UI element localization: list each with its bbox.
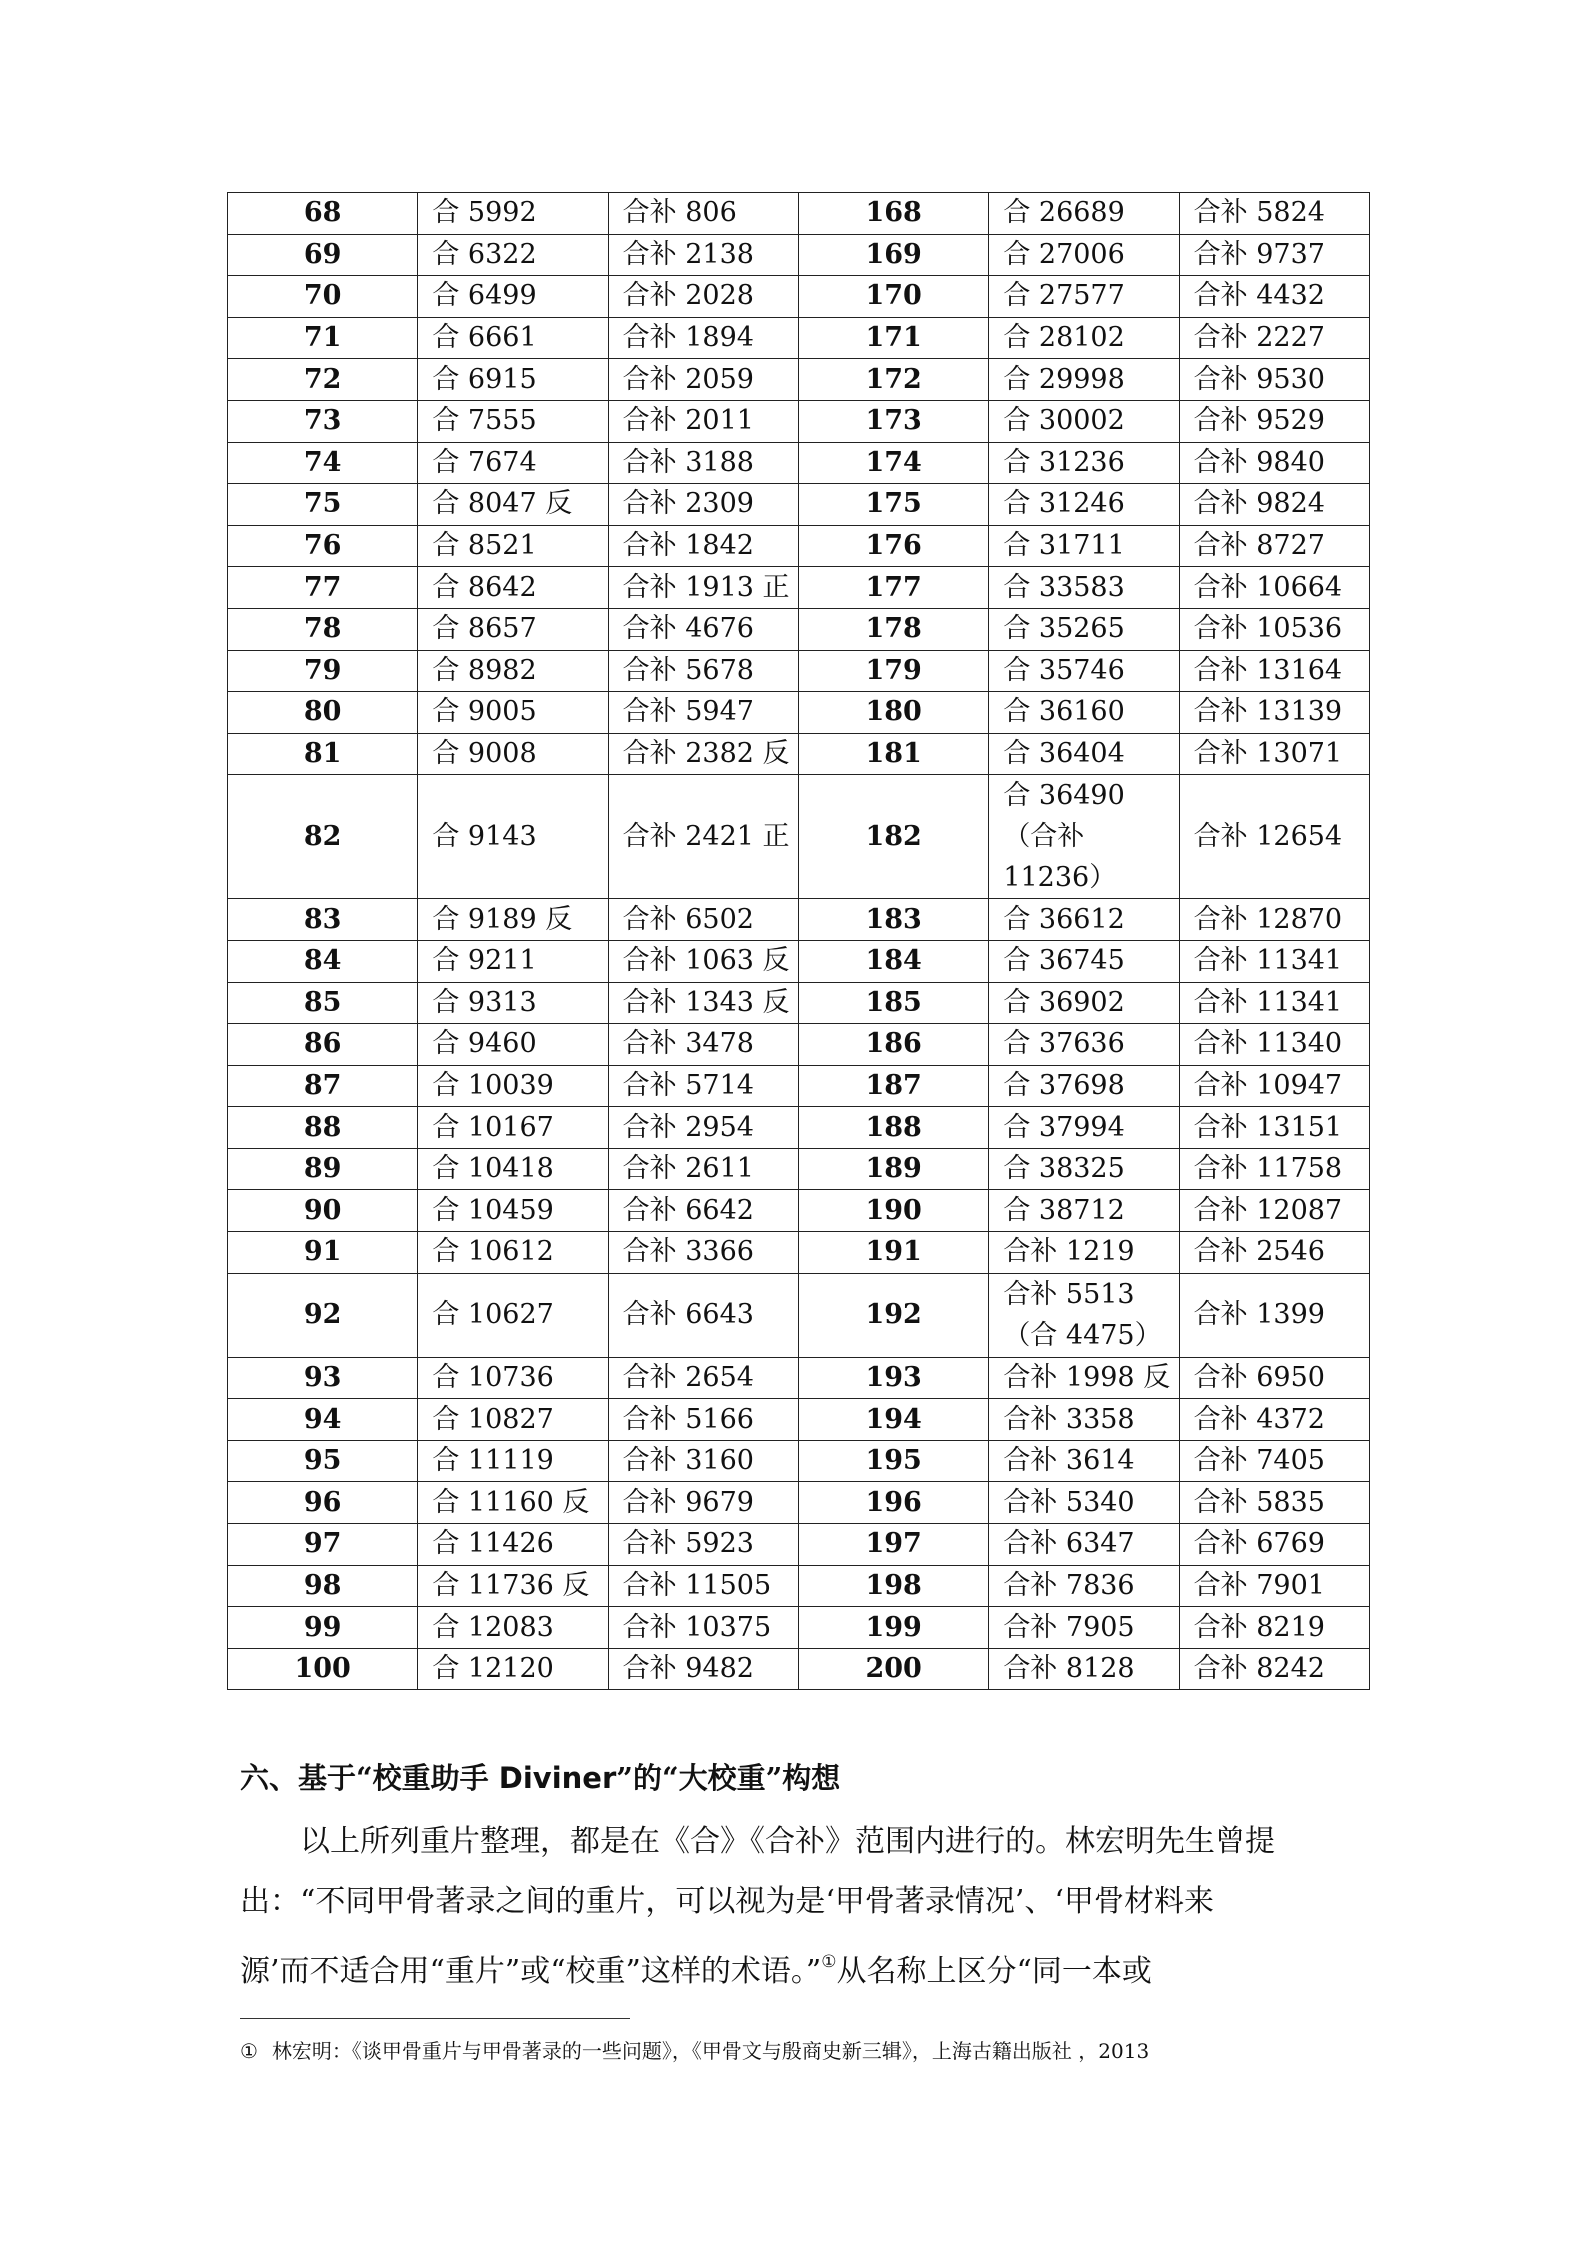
table-cell: 合 36745	[989, 940, 1179, 982]
table-cell: 190	[798, 1190, 988, 1232]
table-row	[228, 1148, 1370, 1190]
table-cell: 合 10827	[418, 1399, 608, 1441]
table-cell: 合 38325	[989, 1148, 1179, 1190]
table-cell: 合 9313	[418, 982, 608, 1024]
table-cell: 合补 8128	[989, 1648, 1179, 1690]
table-row	[228, 317, 1370, 359]
table-cell: 合 10459	[418, 1190, 608, 1232]
table-cell: 合补 9824	[1179, 484, 1369, 526]
section-title-part-2: ”的“大校重”构想	[616, 1761, 841, 1795]
table-cell: 合补 4372	[1179, 1399, 1369, 1441]
table-row	[228, 1648, 1370, 1690]
table-cell: 合补 9482	[608, 1648, 798, 1690]
table-cell: 183	[798, 899, 988, 941]
table-cell: 合补 9737	[1179, 234, 1369, 276]
table-cell: 合补 12654	[1179, 775, 1369, 899]
table-cell: 合补 8242	[1179, 1648, 1369, 1690]
table-cell: 合 9005	[418, 692, 608, 734]
table-cell: 91	[228, 1232, 418, 1274]
table-cell: 合补 2059	[608, 359, 798, 401]
table-cell: 83	[228, 899, 418, 941]
table-cell: 合 9211	[418, 940, 608, 982]
table-cell: 合补 9529	[1179, 400, 1369, 442]
table-cell: 194	[798, 1399, 988, 1441]
table-cell: 合 37994	[989, 1107, 1179, 1149]
table-cell: 94	[228, 1399, 418, 1441]
table-row	[228, 940, 1370, 982]
table-cell: 89	[228, 1148, 418, 1190]
table-cell: 合 28102	[989, 317, 1179, 359]
table-cell: 合 26689	[989, 193, 1179, 235]
body-paragraph-line-1: 以上所列重片整理，都是在《合》《合补》范围内进行的。林宏明先生曾提	[300, 1824, 1275, 1859]
table-cell: 合补 5824	[1179, 193, 1369, 235]
table-row	[228, 1024, 1370, 1066]
table-row	[228, 692, 1370, 734]
table-cell: 85	[228, 982, 418, 1024]
table-cell: 合 36902	[989, 982, 1179, 1024]
table-cell: 合 5992	[418, 193, 608, 235]
table-cell: 合补 3478	[608, 1024, 798, 1066]
table-cell: 合补 2227	[1179, 317, 1369, 359]
table-cell: 178	[798, 608, 988, 650]
table-cell: 合补 10536	[1179, 608, 1369, 650]
table-cell: 合补 10375	[608, 1607, 798, 1649]
section-title-part-1: 六、基于“校重助手	[240, 1761, 499, 1795]
table-cell: 合 11426	[418, 1524, 608, 1566]
table-cell: 合补 1399	[1179, 1273, 1369, 1357]
table-cell: 合 10736	[418, 1357, 608, 1399]
table-cell: 合 12083	[418, 1607, 608, 1649]
table-row	[228, 525, 1370, 567]
footnote	[240, 2036, 1149, 2066]
table-cell: 76	[228, 525, 418, 567]
table-cell: 合补 5166	[608, 1399, 798, 1441]
table-cell: 92	[228, 1273, 418, 1357]
table-row	[228, 650, 1370, 692]
table-cell: 196	[798, 1482, 988, 1524]
table-cell: 86	[228, 1024, 418, 1066]
table-row	[228, 1232, 1370, 1274]
table-cell: 合 36612	[989, 899, 1179, 941]
table-cell: 80	[228, 692, 418, 734]
table-cell: 合补 2611	[608, 1148, 798, 1190]
table-cell: 合 9460	[418, 1024, 608, 1066]
table-cell: 100	[228, 1648, 418, 1690]
table-row	[228, 1065, 1370, 1107]
table-cell: 合补 1343 反	[608, 982, 798, 1024]
table-cell: 181	[798, 733, 988, 775]
table-cell: 96	[228, 1482, 418, 1524]
table-cell: 合 27006	[989, 234, 1179, 276]
table-cell: 合补 11340	[1179, 1024, 1369, 1066]
table-cell: 81	[228, 733, 418, 775]
table-cell: 合 8521	[418, 525, 608, 567]
table-cell: 合 8642	[418, 567, 608, 609]
table-cell: 合补 3160	[608, 1440, 798, 1482]
table-cell: 合补 4432	[1179, 276, 1369, 318]
table-cell: 98	[228, 1565, 418, 1607]
table-cell: 87	[228, 1065, 418, 1107]
table-cell: 合 27577	[989, 276, 1179, 318]
table-cell: 合补 2954	[608, 1107, 798, 1149]
footnote-separator	[240, 2018, 630, 2019]
table-cell: 合补 6950	[1179, 1357, 1369, 1399]
table-cell: 70	[228, 276, 418, 318]
table-row	[228, 775, 1370, 899]
table-row	[228, 1190, 1370, 1232]
table-cell: 合补 5340	[989, 1482, 1179, 1524]
table-cell: 170	[798, 276, 988, 318]
table-cell: 合补 5678	[608, 650, 798, 692]
table-row	[228, 484, 1370, 526]
table-cell: 93	[228, 1357, 418, 1399]
table-cell: 合补 13151	[1179, 1107, 1369, 1149]
table-cell: 192	[798, 1273, 988, 1357]
table-cell: 168	[798, 193, 988, 235]
table-cell: 99	[228, 1607, 418, 1649]
table-cell: 72	[228, 359, 418, 401]
table-cell: 合补 1998 反	[989, 1357, 1179, 1399]
table-cell: 193	[798, 1357, 988, 1399]
table-cell: 合 37636	[989, 1024, 1179, 1066]
table-cell: 合 7555	[418, 400, 608, 442]
table-cell: 合补 7901	[1179, 1565, 1369, 1607]
table-cell: 169	[798, 234, 988, 276]
table-cell: 合补 11758	[1179, 1148, 1369, 1190]
table-row	[228, 1399, 1370, 1441]
table-cell: 合 8982	[418, 650, 608, 692]
table-row	[228, 567, 1370, 609]
table-cell: 合补 2421 正	[608, 775, 798, 899]
table-cell: 合 30002	[989, 400, 1179, 442]
table-cell: 合补 5714	[608, 1065, 798, 1107]
table-cell: 合补 1063 反	[608, 940, 798, 982]
table-cell: 合 11119	[418, 1440, 608, 1482]
table-cell: 198	[798, 1565, 988, 1607]
table-cell: 合补 2546	[1179, 1232, 1369, 1274]
table-cell: 75	[228, 484, 418, 526]
table-cell: 合 36490（合补 11236）	[989, 775, 1179, 899]
table-row	[228, 1524, 1370, 1566]
table-cell: 合 9189 反	[418, 899, 608, 941]
table-cell: 合补 6769	[1179, 1524, 1369, 1566]
table-cell: 184	[798, 940, 988, 982]
table-row	[228, 982, 1370, 1024]
table-cell: 182	[798, 775, 988, 899]
table-cell: 合补 8727	[1179, 525, 1369, 567]
table-row	[228, 1357, 1370, 1399]
table-cell: 合 36404	[989, 733, 1179, 775]
table-cell: 合 35746	[989, 650, 1179, 692]
table-cell: 合 10612	[418, 1232, 608, 1274]
table-cell: 68	[228, 193, 418, 235]
table-cell: 合 36160	[989, 692, 1179, 734]
table-cell: 合补 806	[608, 193, 798, 235]
footnote-text: 林宏明：《谈甲骨重片与甲骨著录的一些问题》，《甲骨文与殷商史新三辑》，上海古籍出版社 ，2013	[271, 2039, 1150, 2063]
table-cell: 合 31711	[989, 525, 1179, 567]
table-row	[228, 442, 1370, 484]
table-cell: 合补 1913 正	[608, 567, 798, 609]
table-row	[228, 276, 1370, 318]
footnote-mark: ①	[240, 2039, 258, 2063]
table-cell: 合 12120	[418, 1648, 608, 1690]
table-row	[228, 608, 1370, 650]
table-cell: 合 38712	[989, 1190, 1179, 1232]
table-cell: 合 10167	[418, 1107, 608, 1149]
table-cell: 合 33583	[989, 567, 1179, 609]
table-cell: 177	[798, 567, 988, 609]
table-cell: 77	[228, 567, 418, 609]
table-cell: 90	[228, 1190, 418, 1232]
table-cell: 合补 11341	[1179, 940, 1369, 982]
table-cell: 合补 2309	[608, 484, 798, 526]
table-cell: 189	[798, 1148, 988, 1190]
table-cell: 合补 1894	[608, 317, 798, 359]
table-cell: 合 9008	[418, 733, 608, 775]
table-cell: 合 31236	[989, 442, 1179, 484]
table-cell: 合补 2028	[608, 276, 798, 318]
table-cell: 合补 3614	[989, 1440, 1179, 1482]
table-cell: 合补 5513（合 4475）	[989, 1273, 1179, 1357]
table-cell: 180	[798, 692, 988, 734]
table-cell: 合补 7836	[989, 1565, 1179, 1607]
table-cell: 合 8657	[418, 608, 608, 650]
table-cell: 合 6322	[418, 234, 608, 276]
table-cell: 176	[798, 525, 988, 567]
table-cell: 合 10039	[418, 1065, 608, 1107]
table-cell: 187	[798, 1065, 988, 1107]
table-cell: 185	[798, 982, 988, 1024]
table-cell: 合补 6643	[608, 1273, 798, 1357]
table-row	[228, 899, 1370, 941]
table-cell: 合补 2382 反	[608, 733, 798, 775]
table-cell: 合补 9679	[608, 1482, 798, 1524]
table-cell: 95	[228, 1440, 418, 1482]
table-cell: 合 6661	[418, 317, 608, 359]
table-cell: 97	[228, 1524, 418, 1566]
table-cell: 199	[798, 1607, 988, 1649]
table-row	[228, 1607, 1370, 1649]
table-cell: 合补 11505	[608, 1565, 798, 1607]
table-cell: 合补 4676	[608, 608, 798, 650]
table-cell: 172	[798, 359, 988, 401]
duplicate-fragments-table	[227, 192, 1370, 1690]
table-cell: 合补 12870	[1179, 899, 1369, 941]
table-cell: 合补 13071	[1179, 733, 1369, 775]
table-row	[228, 359, 1370, 401]
table-cell: 合 8047 反	[418, 484, 608, 526]
table-cell: 合补 1219	[989, 1232, 1179, 1274]
table-cell: 175	[798, 484, 988, 526]
table-row	[228, 1482, 1370, 1524]
body-paragraph-line-2: 出：“不同甲骨著录之间的重片，可以视为是‘甲骨著录情况’、‘甲骨材料来	[240, 1884, 1214, 1919]
table-cell: 71	[228, 317, 418, 359]
table-cell: 171	[798, 317, 988, 359]
table-cell: 合补 6502	[608, 899, 798, 941]
table-cell: 186	[798, 1024, 988, 1066]
table-cell: 合 37698	[989, 1065, 1179, 1107]
table-cell: 195	[798, 1440, 988, 1482]
table-cell: 合 7674	[418, 442, 608, 484]
table-cell: 合 31246	[989, 484, 1179, 526]
table-row	[228, 1273, 1370, 1357]
table-cell: 合补 13139	[1179, 692, 1369, 734]
table-cell: 合补 3188	[608, 442, 798, 484]
table-cell: 合 29998	[989, 359, 1179, 401]
table-cell: 合 9143	[418, 775, 608, 899]
table-row	[228, 1107, 1370, 1149]
table-cell: 73	[228, 400, 418, 442]
table-row	[228, 1565, 1370, 1607]
table-cell: 173	[798, 400, 988, 442]
table-cell: 合补 6347	[989, 1524, 1179, 1566]
table-cell: 合 10627	[418, 1273, 608, 1357]
table-cell: 合 6499	[418, 276, 608, 318]
section-title	[240, 1756, 840, 1797]
table-cell: 合补 9530	[1179, 359, 1369, 401]
table-cell: 合补 2011	[608, 400, 798, 442]
table-cell: 合补 8219	[1179, 1607, 1369, 1649]
table-cell: 78	[228, 608, 418, 650]
body-line-3-start: 源’而不适合用“重片”或“校重”这样的术语。”	[240, 1954, 822, 1989]
table-row	[228, 1440, 1370, 1482]
table-cell: 合补 13164	[1179, 650, 1369, 692]
table-cell: 174	[798, 442, 988, 484]
body-paragraph-line-3	[240, 1932, 1362, 2002]
table-row	[228, 193, 1370, 235]
table-row	[228, 733, 1370, 775]
table-cell: 84	[228, 940, 418, 982]
table-cell: 82	[228, 775, 418, 899]
table-cell: 69	[228, 234, 418, 276]
table-cell: 191	[798, 1232, 988, 1274]
table-cell: 合补 3358	[989, 1399, 1179, 1441]
table-cell: 合补 2654	[608, 1357, 798, 1399]
table-cell: 合补 5947	[608, 692, 798, 734]
table-cell: 合补 11341	[1179, 982, 1369, 1024]
table-cell: 197	[798, 1524, 988, 1566]
table-cell: 合补 7905	[989, 1607, 1179, 1649]
table-cell: 179	[798, 650, 988, 692]
table-cell: 合补 5835	[1179, 1482, 1369, 1524]
table-cell: 合补 3366	[608, 1232, 798, 1274]
table-cell: 合 10418	[418, 1148, 608, 1190]
table-cell: 合补 1842	[608, 525, 798, 567]
table-cell: 合 11160 反	[418, 1482, 608, 1524]
table-cell: 合 35265	[989, 608, 1179, 650]
table-row	[228, 234, 1370, 276]
section-title-latin: Diviner	[498, 1761, 617, 1795]
table-cell: 74	[228, 442, 418, 484]
table-cell: 合补 2138	[608, 234, 798, 276]
table-cell: 合补 7405	[1179, 1440, 1369, 1482]
table-cell: 合补 6642	[608, 1190, 798, 1232]
footnote-reference[interactable]: ①	[821, 1952, 837, 1972]
table-body	[228, 193, 1370, 1690]
table-cell: 合 6915	[418, 359, 608, 401]
table-cell: 合补 10664	[1179, 567, 1369, 609]
table-cell: 合补 10947	[1179, 1065, 1369, 1107]
table-cell: 合补 5923	[608, 1524, 798, 1566]
table-cell: 88	[228, 1107, 418, 1149]
table-cell: 合 11736 反	[418, 1565, 608, 1607]
table-cell: 200	[798, 1648, 988, 1690]
table-cell: 合补 9840	[1179, 442, 1369, 484]
table-cell: 188	[798, 1107, 988, 1149]
table-row	[228, 400, 1370, 442]
table-cell: 合补 12087	[1179, 1190, 1369, 1232]
table-cell: 79	[228, 650, 418, 692]
body-line-3-end: 从名称上区分“同一本或	[836, 1954, 1152, 1989]
